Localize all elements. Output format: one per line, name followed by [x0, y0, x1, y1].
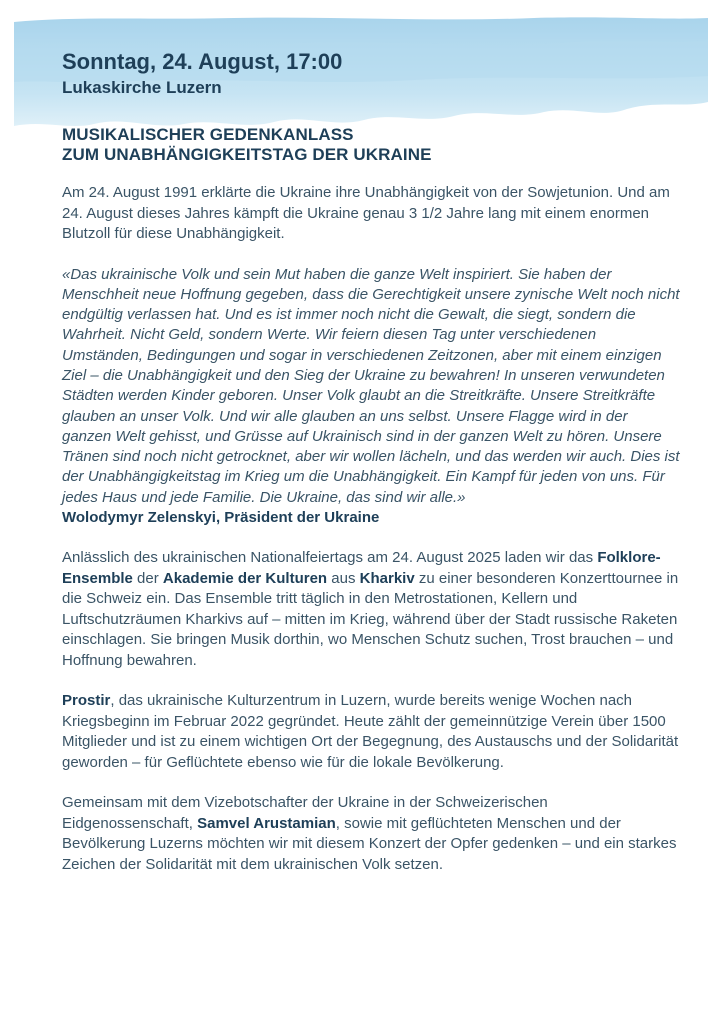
heading-line-1: MUSIKALISCHER GEDENKANLASS: [62, 125, 354, 144]
vice-ambassador-name: Samvel Arustamian: [197, 814, 336, 832]
ensemble-text-1: Anlässlich des ukrainischen Nationalfeiertags am 24. August 2025 laden wir das: [62, 549, 598, 567]
zelenskyi-quote: «Das ukrainische Volk und sein Mut haben die ganze Welt inspiriert. Sie haben der Menschheit neue Hoffnung gegeben, dass die Gerechtigkeit unsere zynische Welt noch nicht endgültig verlassen hat. Und es ist immer noch nicht die Gewalt, die siegt, sondern die Wahrheit. Nicht Geld, sondern Werte. Wir feiern diesen Tag unter verschiedenen Umständen, Bedingungen und sogar in verschiedenen Zeitzonen, aber mit einem einzigen Ziel – die Unabhängigkeit und den Sieg der Ukraine zu bewahren! In unseren verwundeten Städten werden Kinder geboren. Unser Volk glaubt an die Streitkräfte. Unsere Streitkräfte glauben an unser Volk. Und wir alle glauben an uns selbst. Unsere Flagge wird in der ganzen Welt gehisst, und Grüsse auf Ukrainisch sind in der ganzen Welt zu hören. Unsere Tränen sind noch nicht getrocknet, aber wir wollen lächeln, und das werden wir auch. Dies ist der Unabhängigkeitstag im Krieg um die Unabhängigkeit. Ein Kampf für jeden von uns. Für jedes Haus und jede Familie. Die Ukraine, das sind wir alle.»: [62, 265, 680, 506]
heading-line-2: ZUM UNABHÄNGIGKEITSTAG DER UKRAINE: [62, 145, 432, 164]
intro-paragraph: Am 24. August 1991 erklärte die Ukraine ihre Unabhängigkeit von der Sowjetunion. Und am 24. August dieses Jahres kämpft die Ukraine genau 3 1/2 Jahre lang mit einem enormen Blutzoll für diese Unabhängigkeit.: [62, 184, 670, 242]
together-text-1: Gemeinsam mit dem Vizebotschafter der Ukraine in der Schweizerischen Eidgenossenschaft,: [62, 794, 548, 832]
city-name: Kharkiv: [359, 569, 415, 587]
content-column: [62, 48, 680, 875]
event-heading: [62, 125, 680, 165]
ensemble-text-2: der: [132, 569, 163, 587]
ensemble-text-4: zu einer besonderen Konzerttournee in die Schweiz ein. Das Ensemble tritt täglich in den Metrostationen, Kellern und Luftschutzräumen Kharkivs auf – mitten im Krieg, während über der Stadt russische Raketen einschlagen. Sie bringen Musik dorthin, wo Menschen Schutz suchen, Trost brauchen – und Hoffnung bewahren.: [62, 569, 679, 669]
prostir-name: Prostir: [62, 692, 111, 710]
prostir-text: , das ukrainische Kulturzentrum in Luzern, wurde bereits wenige Wochen nach Kriegsbeginn im Februar 2022 gegründet. Heute zählt der gemeinnützige Verein über 1500 Mitglieder und ist zu einem wichtigen Ort der Begegnung, des Austauschs und der Solidarität geworden – für Geflüchtete ebenso wie für die lokale Bevölkerung.: [62, 692, 679, 771]
prostir-paragraph: [62, 691, 680, 773]
quote-author: Wolodymyr Zelenskyi, Präsident der Ukraine: [62, 509, 380, 527]
event-venue: Lukaskirche Luzern: [62, 78, 222, 97]
event-date-time: Sonntag, 24. August, 17:00: [62, 49, 343, 74]
ensemble-paragraph: [62, 548, 680, 671]
academy-name: Akademie der Kulturen: [162, 569, 328, 587]
together-paragraph: [62, 793, 680, 875]
ensemble-name: Folklore-Ensemble: [62, 549, 661, 587]
ensemble-text-3: aus: [327, 569, 360, 587]
together-text-2: , sowie mit geflüchteten Menschen und der Bevölkerung Luzerns möchten wir mit diesem Konzert der Opfer gedenken – und ein starkes Zeichen der Solidarität mit dem ukrainischen Volk setzen.: [62, 814, 677, 873]
